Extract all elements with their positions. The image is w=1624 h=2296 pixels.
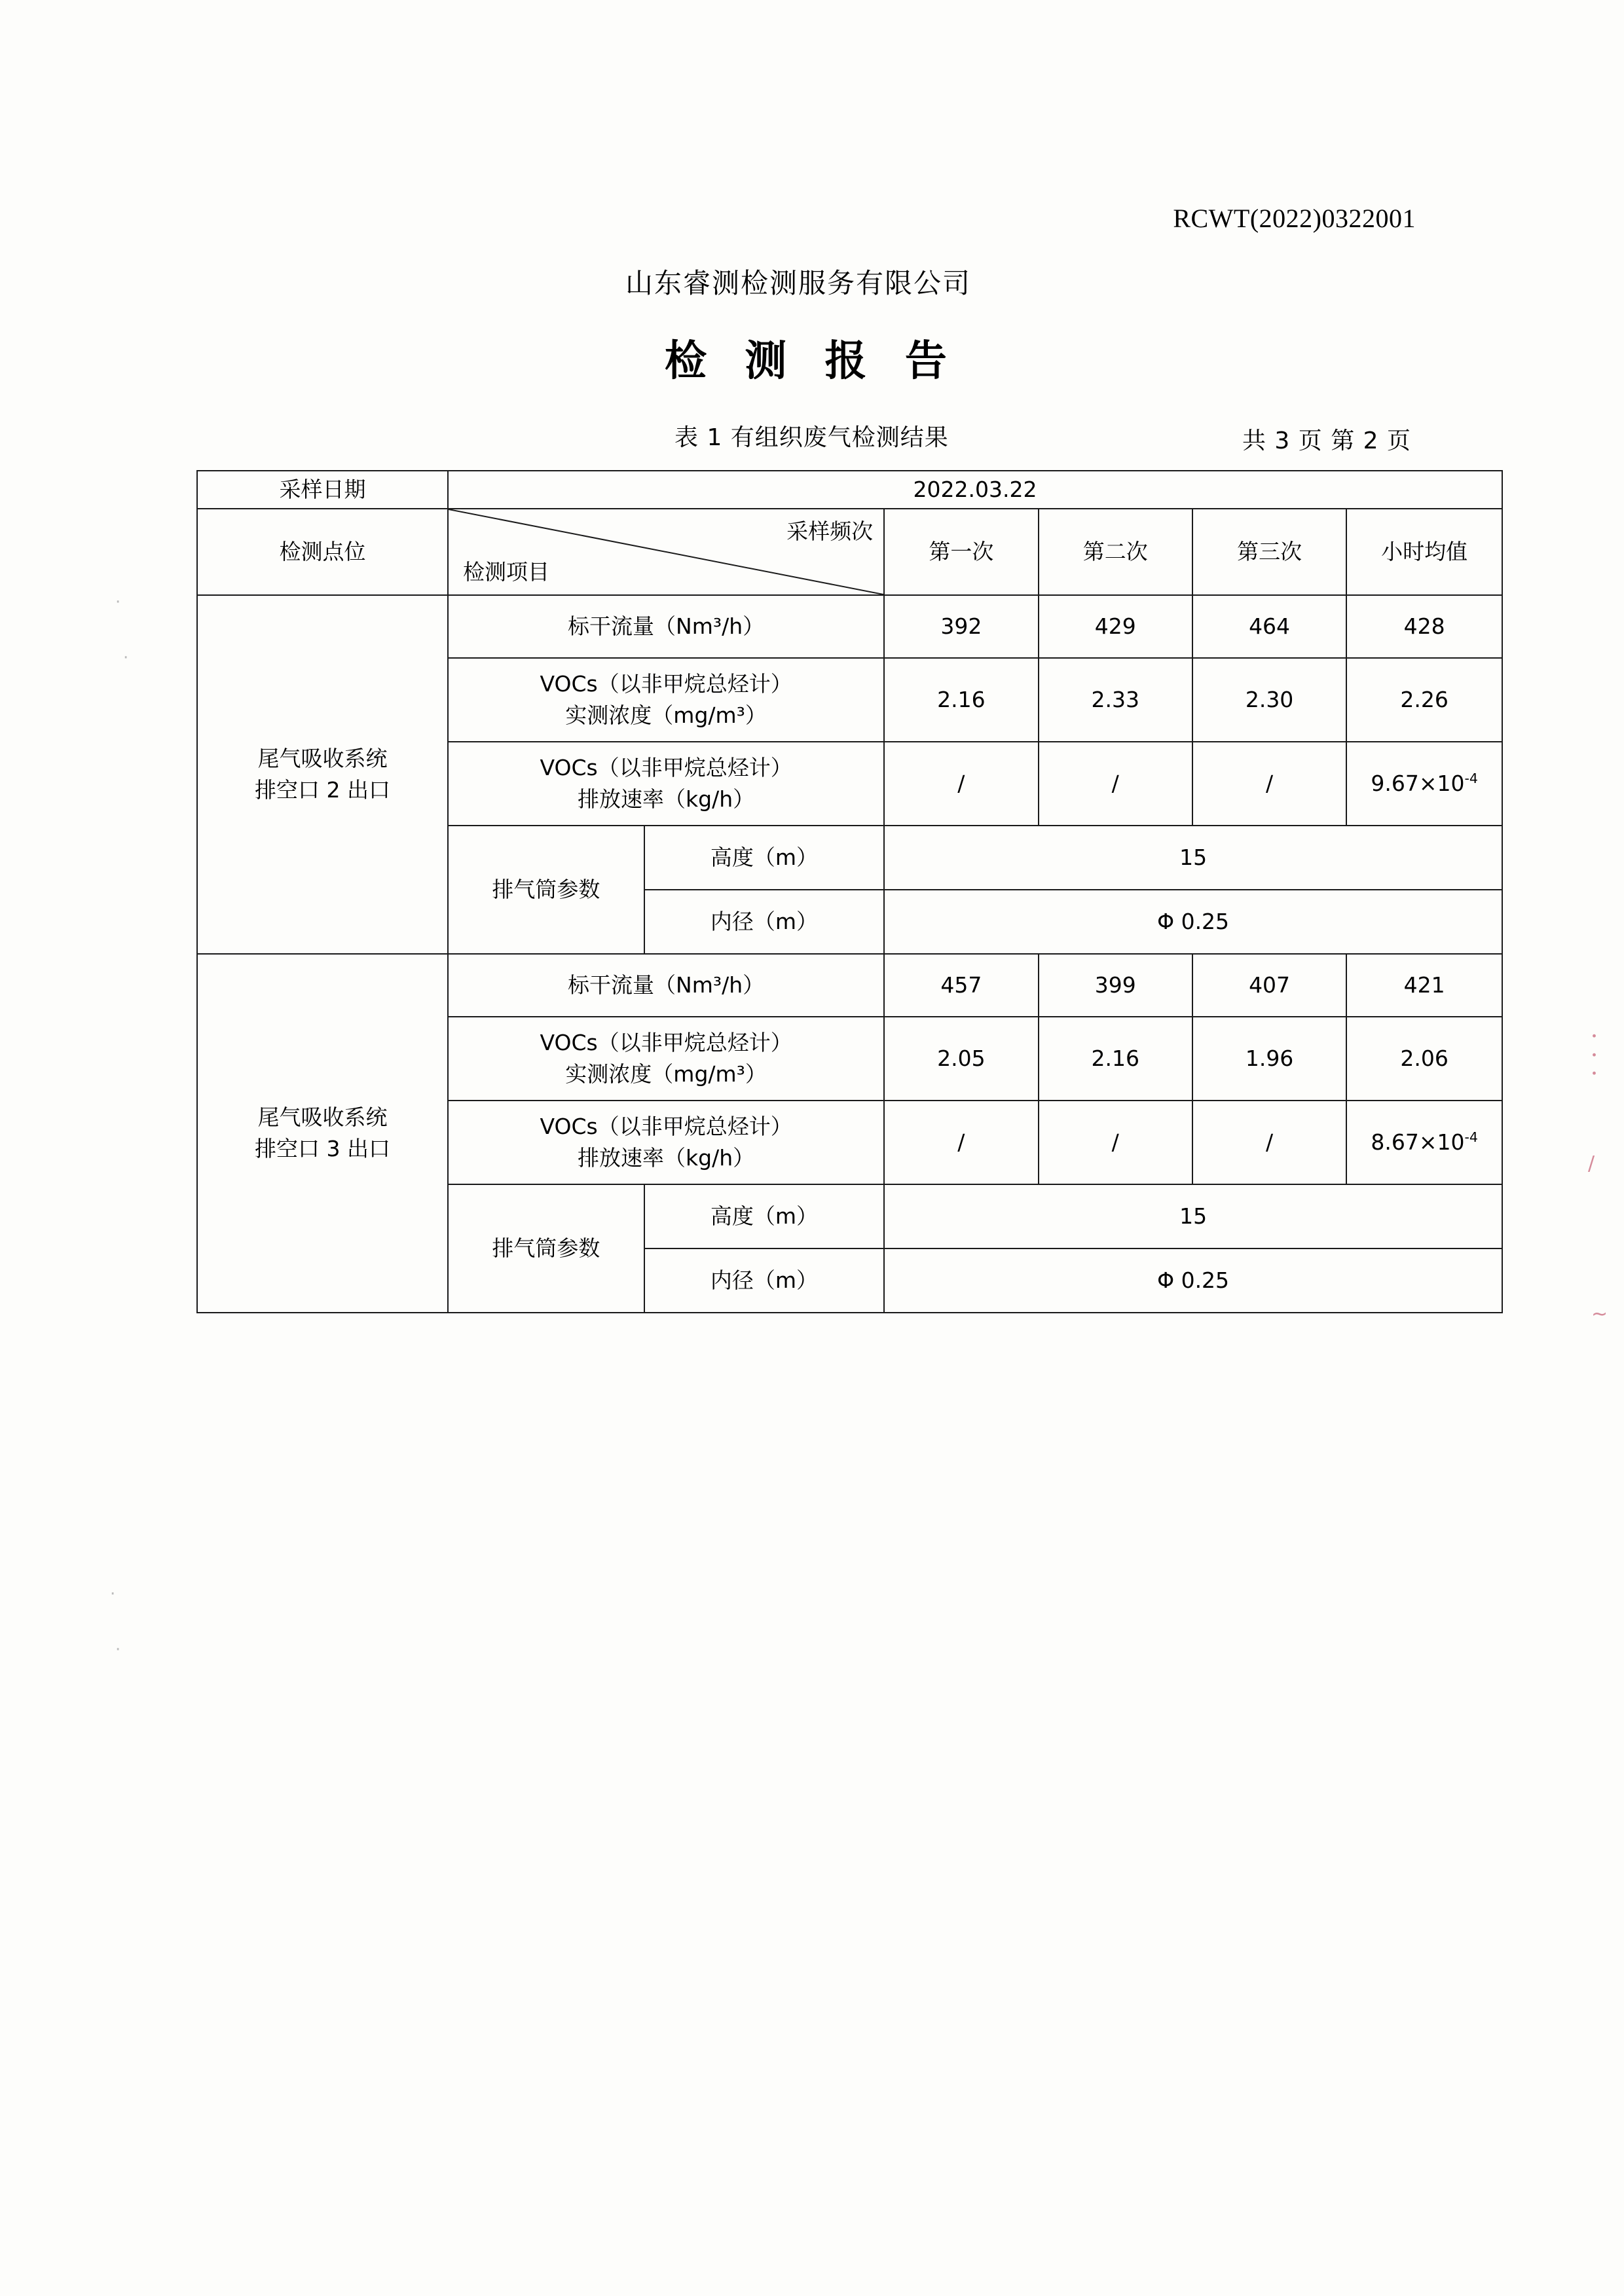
column-header-avg: 小时均值 <box>1346 509 1502 595</box>
item-cell: VOCs（以非甲烷总烃计） 实测浓度（mg/m³） <box>448 1017 884 1101</box>
stack-param-name: 高度（m） <box>644 1184 884 1248</box>
scan-artifact: · <box>115 592 121 612</box>
stack-param-value: Φ 0.25 <box>884 890 1502 954</box>
value-cell: / <box>1192 742 1346 826</box>
value-cell: 2.16 <box>1039 1017 1192 1101</box>
results-table <box>196 470 1503 1313</box>
value-cell: / <box>1039 742 1192 826</box>
scan-artifact: · <box>123 648 129 668</box>
value-cell-sci: $8.67\times 10^{-4}$ <box>1346 1101 1502 1184</box>
table-caption: 表 1 有组织废气检测结果 <box>674 424 949 451</box>
page-number: 共 3 页 第 2 页 <box>1242 428 1411 454</box>
stack-param-name: 高度（m） <box>644 826 884 890</box>
stack-params-label: 排气筒参数 <box>448 1184 644 1313</box>
scan-artifact: · <box>115 1640 121 1660</box>
stack-params-label: 排气筒参数 <box>448 826 644 954</box>
scan-artifact: ･ ･ ･ <box>1590 1027 1599 1085</box>
column-header-2: 第二次 <box>1039 509 1192 595</box>
item-cell: 标干流量（Nm³/h） <box>448 595 884 658</box>
column-header-1: 第一次 <box>884 509 1038 595</box>
value-cell: 1.96 <box>1192 1017 1346 1101</box>
point-cell-2: 尾气吸收系统 排空口 3 出口 <box>197 954 448 1313</box>
item-cell: VOCs（以非甲烷总烃计） 排放速率（kg/h） <box>448 1101 884 1184</box>
sampling-date-value: 2022.03.22 <box>448 471 1502 509</box>
table-row <box>197 595 1502 658</box>
point-cell-1: 尾气吸收系统 排空口 2 出口 <box>197 595 448 954</box>
diagonal-header-cell <box>448 509 884 595</box>
stack-param-value: 15 <box>884 1184 1502 1248</box>
frequency-label: 采样频次 <box>786 518 874 544</box>
value-cell: 2.06 <box>1346 1017 1502 1101</box>
value-cell: 2.16 <box>884 658 1038 742</box>
value-cell: 407 <box>1192 954 1346 1017</box>
value-cell: 2.33 <box>1039 658 1192 742</box>
value-cell: 429 <box>1039 595 1192 658</box>
item-label: 检测项目 <box>463 559 550 585</box>
table-row-sampling-date <box>197 471 1502 509</box>
value-cell: 2.26 <box>1346 658 1502 742</box>
value-cell: / <box>1039 1101 1192 1184</box>
value-cell: / <box>884 1101 1038 1184</box>
table-header-row <box>197 509 1502 595</box>
value-cell: / <box>884 742 1038 826</box>
value-cell: 457 <box>884 954 1038 1017</box>
column-header-3: 第三次 <box>1192 509 1346 595</box>
value-cell: / <box>1192 1101 1346 1184</box>
stack-param-value: Φ 0.25 <box>884 1248 1502 1313</box>
value-cell: 399 <box>1039 954 1192 1017</box>
value-cell: 464 <box>1192 595 1346 658</box>
value-cell: 2.30 <box>1192 658 1346 742</box>
scan-artifact: ~ <box>1591 1303 1608 1326</box>
page-title: 检 测 报 告 <box>665 337 959 386</box>
stack-param-value: 15 <box>884 826 1502 890</box>
value-cell: 2.05 <box>884 1017 1038 1101</box>
stack-param-name: 内径（m） <box>644 890 884 954</box>
item-cell: VOCs（以非甲烷总烃计） 排放速率（kg/h） <box>448 742 884 826</box>
document-code: RCWT(2022)0322001 <box>1173 204 1416 233</box>
item-cell: 标干流量（Nm³/h） <box>448 954 884 1017</box>
scan-artifact: / <box>1588 1152 1595 1175</box>
table-row <box>197 954 1502 1017</box>
company-name: 山东睿测检测服务有限公司 <box>625 267 972 299</box>
sampling-date-label: 采样日期 <box>197 471 448 509</box>
value-cell: 421 <box>1346 954 1502 1017</box>
scan-artifact: · <box>110 1584 116 1604</box>
value-cell: 428 <box>1346 595 1502 658</box>
item-cell: VOCs（以非甲烷总烃计） 实测浓度（mg/m³） <box>448 658 884 742</box>
point-column-header: 检测点位 <box>197 509 448 595</box>
value-cell-sci: $9.67\times 10^{-4}$ <box>1346 742 1502 826</box>
stack-param-name: 内径（m） <box>644 1248 884 1313</box>
value-cell: 392 <box>884 595 1038 658</box>
